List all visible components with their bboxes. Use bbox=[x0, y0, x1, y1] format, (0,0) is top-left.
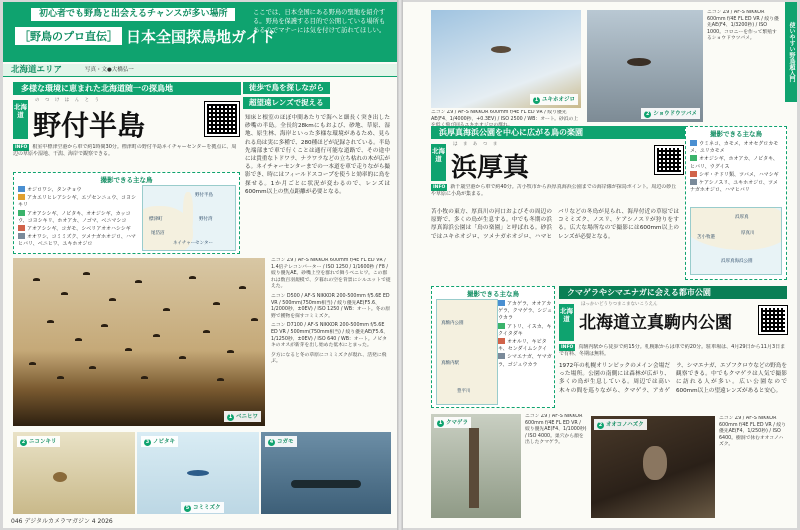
makomanai-ruby: ほっかいどうりつまこまないこうえん bbox=[581, 302, 658, 307]
notsuke-tip-head2: 超望遠レンズで捉える bbox=[243, 97, 330, 109]
makomanai-birds-box bbox=[431, 286, 555, 408]
notsuke-info bbox=[13, 144, 238, 174]
list-item: アオアシシギ、ノビタキ、オオジシギ、カッコウ、コヨシキリ、ホオアカ、ノゴマ、ベニマシコ bbox=[18, 210, 131, 224]
winter-icon bbox=[18, 233, 25, 239]
caption-1: ニコン Z9 / AF-S NIKKOR 600mm f/4E FL ED VR / 1.4倍テレコンバーター / ISO 1250 / 1/1600秒 / F8 / 絞り優先AE。砂嘴上空を群れで舞うベニヒワ。この群れは数百羽規模で、夕暮れの空を背景にシルエットで捉えた。 bbox=[271, 258, 391, 290]
list-item: オオワシ、コミミズク、ツメナガホオジロ、ハマヒバリ、ベニヒワ、ユキホオジロ bbox=[18, 234, 136, 248]
title-text: 日本全国探鳥地ガイド bbox=[126, 28, 276, 46]
notsuke-tip-head: 徒歩で鳥を探しながら bbox=[243, 82, 330, 94]
area-title: 北海道エリア bbox=[11, 65, 63, 75]
makomanai-body: 1972年の札幌オリンピックのメイン会場だった場所。公園の南側には森林が広がり、多くの鳥が生息している。周辺では高い木々の間を巡りながら、クマゲラ、アカゲラ、シマエナガ、エゾフクロウなどの野鳥を観察できる。中でもクマゲラは人気で撮影に訪れる人が多い。広い公園なので600mm以上の望遠レンズがあると安心。 bbox=[559, 363, 787, 394]
area-credit: 写真・文●大橋弘一 bbox=[85, 67, 134, 73]
hamanaka-info: INFO 新千歳空港から車で約40分。苫小牧市から浜厚真海浜公園までの海岸線が探鳥ポイント。周辺の砂丘や草原に小鳥が集まる。 bbox=[431, 184, 677, 197]
list-item: アオアシシギ、コガモ、シベリアオオハシシギ bbox=[18, 225, 138, 233]
photo-label: 1 ユキホオジロ bbox=[530, 94, 578, 105]
list-item: オオルリ、キビタキ、センダイムシクイ bbox=[498, 339, 548, 353]
makomanai-info: INFO 真駒内駅から徒歩で約15分。札幌駅からは車で約20分。駐車場は、4月29日から11月3日まで有料、冬期は無料。 bbox=[559, 344, 786, 357]
notsuke-lead: 多様な環境に恵まれた北海道随一の探鳥地 bbox=[13, 82, 241, 95]
makomanai-name: 北海道立真駒内公園 bbox=[579, 313, 732, 333]
spring-icon bbox=[18, 186, 25, 192]
list-item: オオジシギ、ホオアカ、ノビタキ、ヒバリ、ウグイス bbox=[690, 156, 778, 170]
header-intro: ここでは、日本全国にある野鳥の聖地を紹介する。野鳥を保護する目的で公開している場所もあるのでマナーには気を付けて訪れてほしい。 bbox=[253, 9, 386, 34]
photo-label: 3 ノビタキ bbox=[141, 436, 178, 447]
map-label: 標津町 bbox=[149, 217, 163, 222]
hamanaka-birds-box bbox=[685, 126, 787, 280]
makomanai-lead: クマゲラやシマエナガに会える都市公園 bbox=[559, 286, 787, 299]
notsuke-map bbox=[142, 185, 236, 251]
hamanaka-caption-1: ニコン Z9 / AF-S NIKKOR 600mm f/4E FL ED VR / 絞り優先AE(F4、1/4000秒、+0.3EV) / ISO 2500 / WB：オート。砂浜の上 bbox=[431, 110, 579, 122]
notsuke-name: 野付半島 bbox=[33, 109, 146, 142]
photo-niconkiri bbox=[13, 432, 135, 514]
list-item: アカゲラ、オオアカゲラ、クマゲラ、シジュウカラ bbox=[498, 301, 552, 322]
photo-label: 4 コガモ bbox=[265, 436, 297, 447]
hamanaka-map: 浜厚真 苫小牧港 厚真川 浜厚真海浜公園 bbox=[690, 207, 782, 275]
list-item: オジロワシ、タンチョウ bbox=[18, 186, 138, 194]
hamanaka-caption-2: ニコン Z9 / AF-S NIKKOR 600mm f/4E FL ED VR / 絞り優先AE(F4、1/3200秒) / ISO 1000。コロニーを作って繁殖するショウドウツバメ。 bbox=[707, 10, 779, 42]
autumn-icon bbox=[18, 225, 25, 231]
map-label: 野付半島 bbox=[195, 193, 213, 198]
hamanaka-ruby: は ま あ つ ま bbox=[453, 142, 500, 147]
left-page bbox=[3, 2, 397, 528]
notsuke-bird-list bbox=[18, 186, 138, 249]
hamanaka-lead: 浜厚真海浜公園を中心に広がる鳥の楽園 bbox=[431, 126, 687, 139]
makomanai-map: 真駒内公園 真駒内駅 豊平川 bbox=[436, 299, 498, 405]
page-title bbox=[15, 26, 276, 47]
makomanai-qr[interactable] bbox=[759, 306, 787, 334]
notsuke-ruby: の つ け は ん と う bbox=[35, 98, 102, 103]
notsuke-pref: 北海道 bbox=[13, 100, 28, 139]
map-label: ネイチャーセンター bbox=[173, 241, 214, 246]
list-item: アトリ、イスカ、キクイタダキ bbox=[498, 323, 552, 337]
photo-kogamo bbox=[261, 432, 391, 514]
info-tag: INFO bbox=[15, 145, 28, 150]
section-side-tab: 使いやすい野鳥超入門 bbox=[785, 2, 797, 102]
photo-kumagera bbox=[431, 414, 521, 518]
hamanaka-qr[interactable] bbox=[655, 146, 683, 174]
right-page bbox=[403, 2, 797, 528]
list-item: ケアシノスリ、ユキホオジロ、ツメナガホオジロ、ハマヒバリ bbox=[690, 180, 778, 194]
summer-icon bbox=[18, 194, 25, 200]
summer-icon bbox=[18, 210, 25, 216]
title-tag: ［野鳥のプロ直伝］ bbox=[15, 27, 122, 45]
flock-photo bbox=[13, 258, 265, 426]
notsuke-info-text: 根室中標津空港から車で約1時間30分。標津町の野付半島ネイチャーセンターを拠点に、周辺の草原や湿地、干潟、海岸で観察できる。 bbox=[13, 144, 237, 157]
page-header bbox=[3, 2, 397, 62]
list-item: シマエナガ、ヤマガラ、ゴジュウカラ bbox=[498, 354, 552, 368]
hamanaka-name: 浜厚真 bbox=[451, 153, 530, 183]
photo-shoudoutsubame bbox=[587, 10, 703, 122]
hamanaka-body: 苫小牧の東方、厚真川の河口およびその周辺の原野で、多くの鳥が生息する。中でも冬期の浜厚真海浜公園は「鳥の楽園」と呼ばれる。砂浜ではユキホオジロ、ツメナガホオジロ、ハマヒバリなどの冬鳥が見られ、海岸付近の草原ではコミミズク、ノスリ、ケアシノスリが狩りをする。広大な場所なので撮影には600mm以上のレンズが必要となる。 bbox=[431, 209, 679, 240]
notsuke-qr[interactable] bbox=[205, 102, 239, 136]
header-ribbon: 初心者でも野鳥と出会えるチャンスが多い場所 bbox=[31, 8, 235, 21]
area-bar bbox=[3, 64, 397, 77]
list-item: ウミネコ、カモメ、オオセグロカモメ、ユリカモメ bbox=[690, 141, 779, 155]
photo-ookonohazuku bbox=[591, 416, 715, 518]
caption-3: ニコン D7100 / AF-S NIKKOR 200-500mm f/5.6E ED VR / 500mm(750mm相当) / 絞り優先AE(F5.6、1/1250秒、±0EV) / ISO 640 / WB：オート。ノビタキのオスが新芽を出し始めた低木にとまった。 bbox=[271, 323, 389, 349]
photo-label: 5 コミミズク bbox=[181, 502, 224, 513]
map-label: 野付湾 bbox=[199, 217, 213, 222]
notsuke-captions bbox=[271, 258, 391, 428]
makomanai-caption-1: ニコン Z9 / AF-S NIKKOR 600mm f/4E FL ED VR / 絞り優先AE(F4、1/1000秒) / ISO 4000。巣穴から顔を出したクマゲラ。 bbox=[525, 414, 587, 446]
notsuke-body: 知床と根室のほぼ中間あたりで海へと細長く突き出した砂嘴の半島。全長約28kmにもおよび、砂地、草原、湿地、原生林、海岸といった多様な環境があるため、見られる鳥は実に多種で、280種ほどが記録されている。半島先端部まで車で行くことは通行可能な道路で、その途中には貴重なトドワラ、ナラワラなどの立ち枯れの木が広がる。ネイチャーセンターまでの一本道を車で走りながら撮影でき、時にはフィールドスコープを使うと効率的に鳥を探せる。1か月ごとに状況が変わるので、レンズは600mm以上の焦点距離が必要となる。 bbox=[245, 115, 390, 195]
caption-2: ニコン D500 / AF-S NIKKOR 200-500mm f/5.6E ED VR / 500mm(750mm相当) / 絞り優先AE(F5.6、1/2000秒、±0EV) / ISO 1250 / WB：オート。冬の原野で獲物を探すコミミズク。 bbox=[271, 293, 391, 319]
photo-label: 1 ベニヒワ bbox=[224, 411, 261, 422]
photo-label: 2 オオコノハズク bbox=[594, 419, 647, 430]
photo-label: 2 ショウドウツバメ bbox=[641, 108, 700, 119]
makomanai-birds-title: 撮影できる主な鳥 bbox=[467, 290, 519, 298]
map-label: 尾岱沼 bbox=[151, 231, 165, 236]
list-item: シギ・チドリ類、ツバメ、ハマシギ bbox=[690, 171, 782, 179]
photo-label: 1 クマゲラ bbox=[434, 417, 471, 428]
notsuke-birds-title: 撮影できる主な鳥 bbox=[100, 176, 153, 184]
makomanai-caption-2: ニコン Z9 / AF-S NIKKOR 600mm f/4E FL ED VR / 絞り優先AE(F4、1/250秒) / ISO 6400。樹洞で休むオオコノハズク。 bbox=[719, 416, 787, 448]
caption-4: 夕方になると冬の草原にコミミズクが現れ、活発に飛ぶ。 bbox=[271, 352, 387, 365]
list-item: アカエリヒレアシシギ、エゾセンニュウ、コヨシキリ bbox=[18, 195, 137, 209]
photo-label: 2 ニコンキリ bbox=[17, 436, 60, 447]
hamanaka-birds-title: 撮影できる主な鳥 bbox=[710, 130, 762, 138]
page-number: 046 デジタルカメラマガジン 4 2026 bbox=[11, 518, 113, 525]
notsuke-birds-box bbox=[13, 172, 240, 254]
hamanaka-pref: 北海道 bbox=[431, 144, 446, 181]
photo-yukihoojiro bbox=[431, 10, 581, 108]
makomanai-pref: 北海道 bbox=[559, 304, 574, 341]
